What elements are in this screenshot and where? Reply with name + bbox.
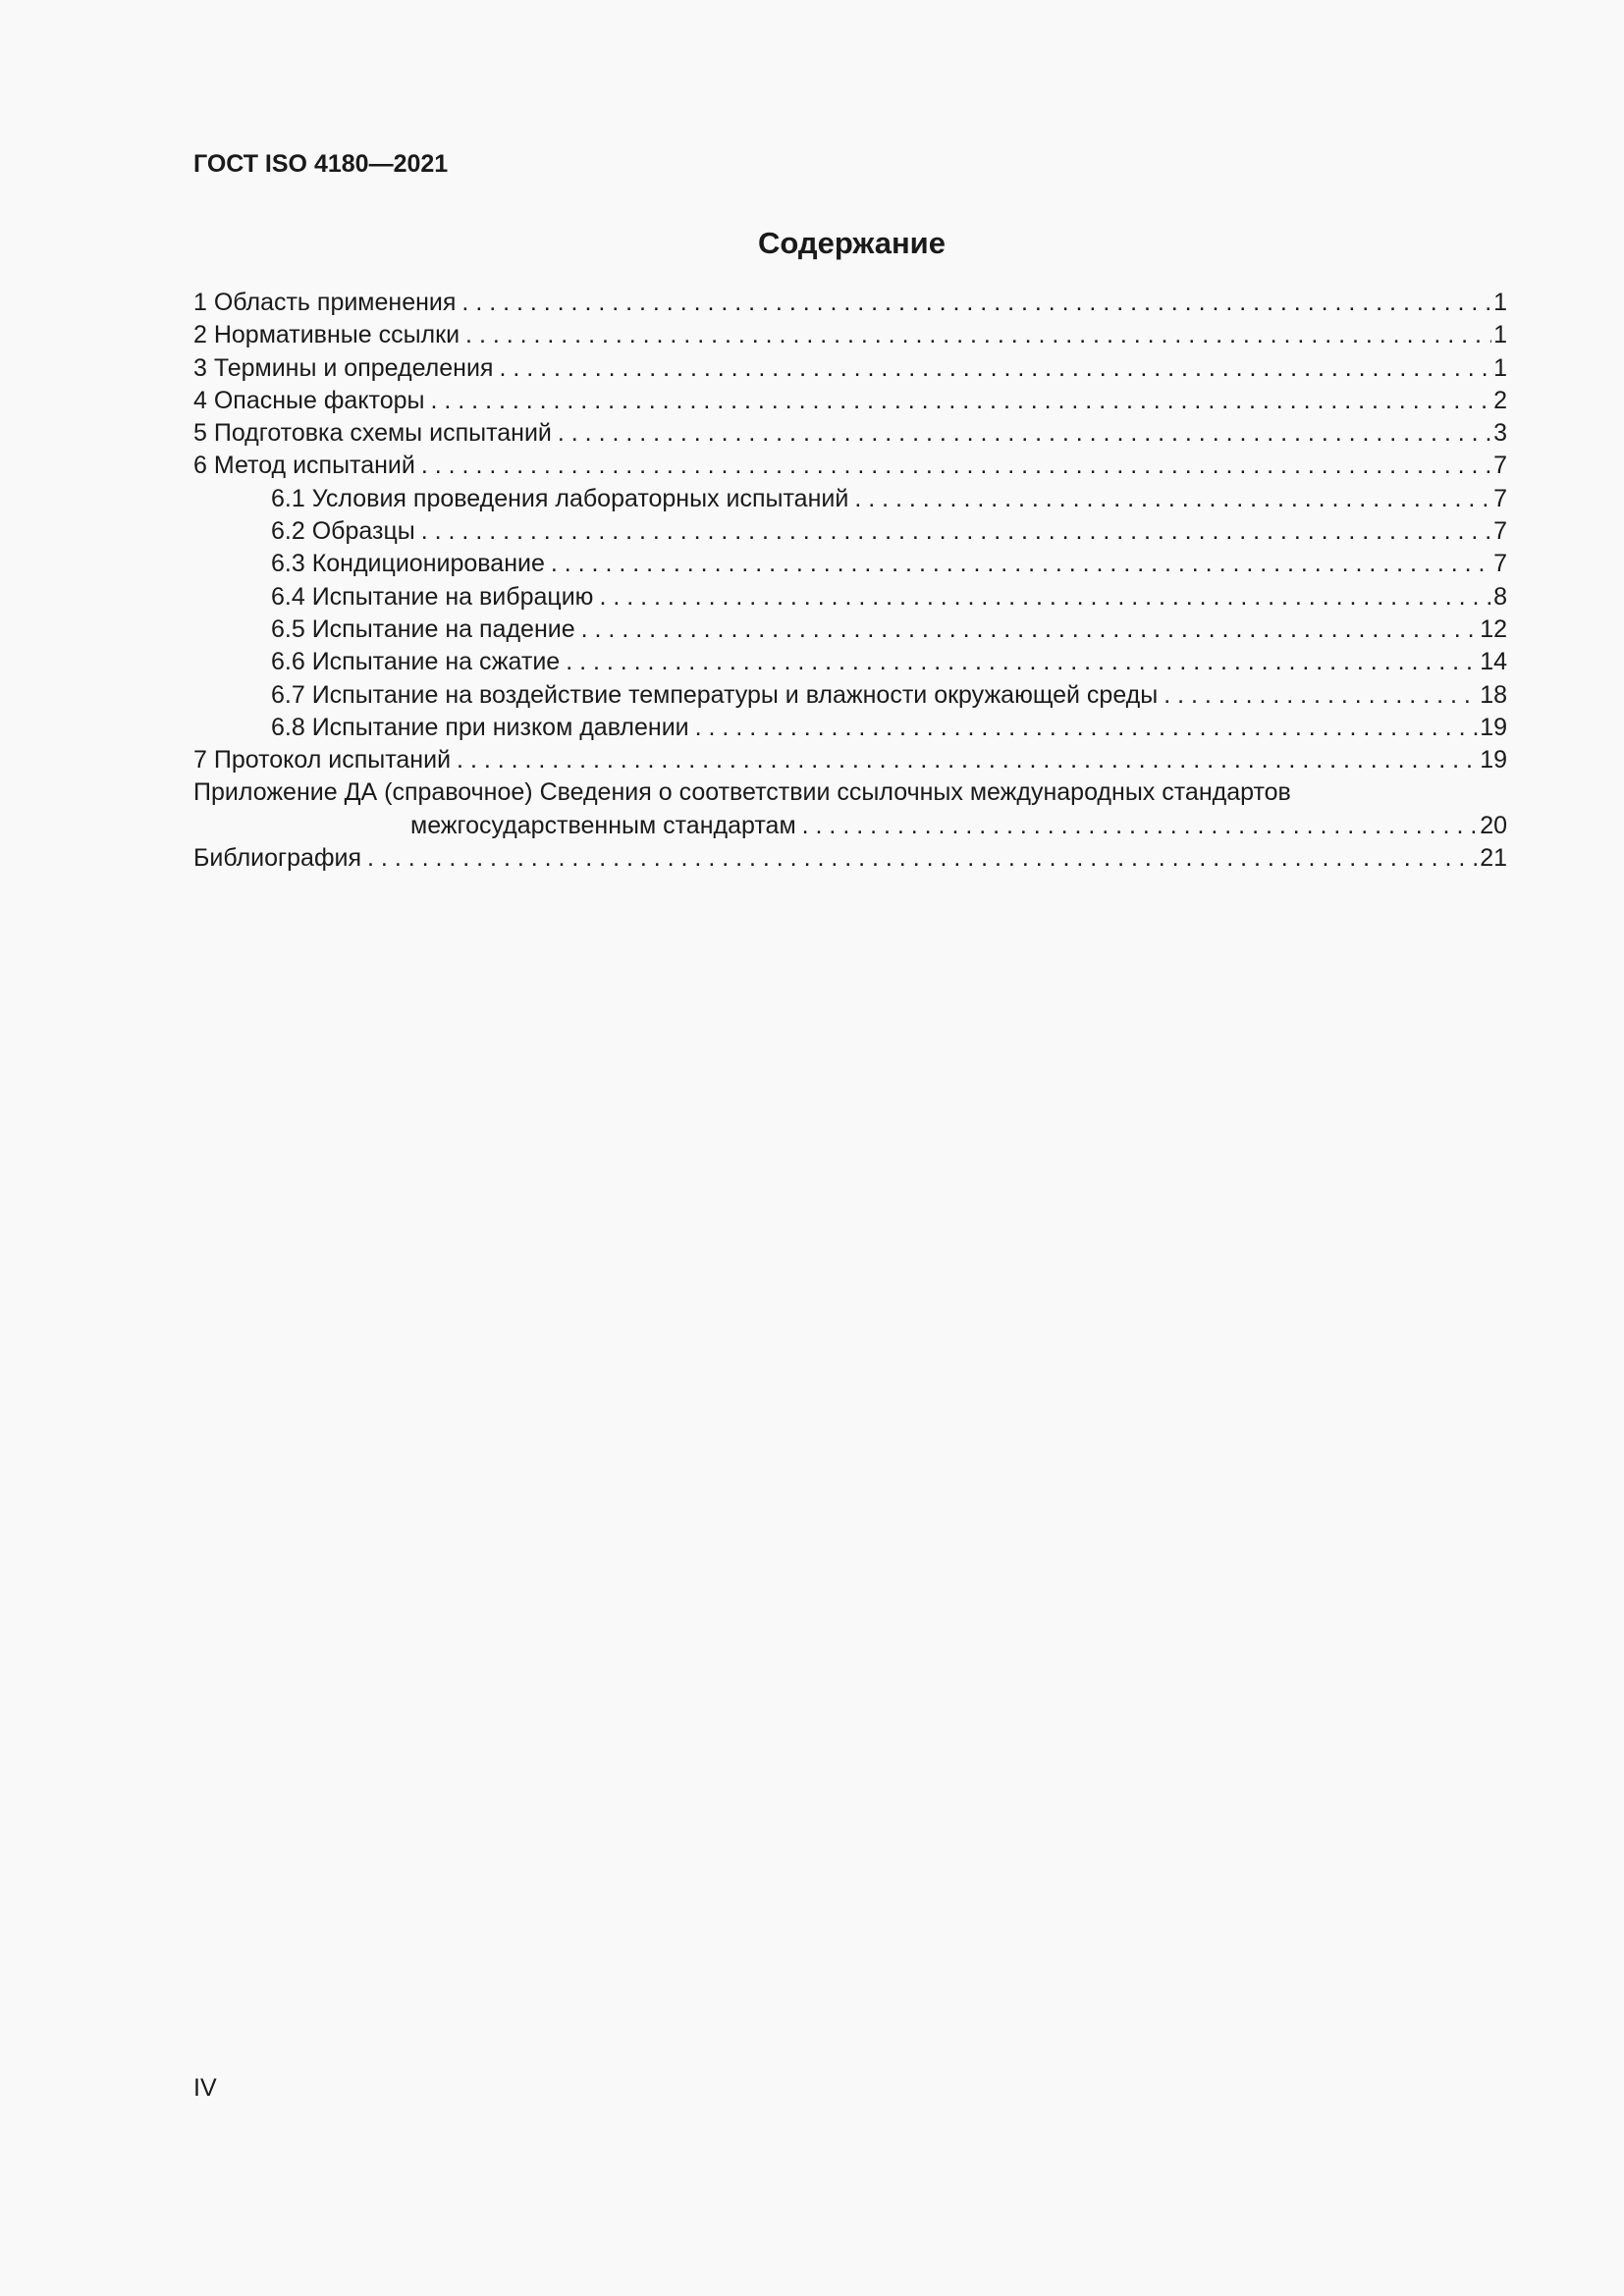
toc-leader-dots	[566, 646, 1478, 678]
toc-entry-page: 7	[1493, 452, 1507, 480]
page-number: IV	[193, 2074, 217, 2102]
toc-entry-page: 7	[1493, 517, 1507, 546]
toc-entry-6-7[interactable]	[193, 679, 1507, 712]
toc-entry-page: 20	[1480, 811, 1507, 839]
toc-entry-4[interactable]	[193, 385, 1507, 417]
table-of-contents	[193, 287, 1507, 875]
toc-entry-6-4[interactable]	[193, 581, 1507, 614]
toc-entry-text: 6.3 Кондиционирование	[271, 550, 545, 578]
toc-leader-dots	[551, 548, 1491, 580]
toc-entry-text: 6.1 Условия проведения лабораторных испытаний	[271, 484, 849, 512]
toc-entry-page: 1	[1493, 353, 1507, 382]
toc-entry-6[interactable]	[193, 450, 1507, 482]
toc-leader-dots	[695, 712, 1479, 744]
toc-entry-page: 14	[1480, 648, 1507, 676]
toc-entry-6-8[interactable]	[193, 712, 1507, 744]
toc-entry-6-2[interactable]	[193, 515, 1507, 548]
toc-entry-6-5[interactable]	[193, 614, 1507, 646]
toc-entry-page: 12	[1480, 614, 1507, 643]
toc-leader-dots	[854, 483, 1491, 515]
toc-entry-text: Библиография	[193, 844, 362, 873]
toc-entry-text: 4 Опасные факторы	[193, 386, 425, 414]
toc-entry-page: 8	[1493, 582, 1507, 611]
toc-entry-text-continuation: межгосударственным стандартам	[410, 811, 796, 839]
toc-entry-page: 3	[1493, 419, 1507, 448]
toc-entry-page: 1	[1493, 321, 1507, 349]
toc-title: Содержание	[758, 226, 946, 260]
toc-entry-page: 7	[1493, 484, 1507, 512]
toc-entry-text: 6.7 Испытание на воздействие температуры и влажности окружающей среды	[271, 680, 1159, 709]
toc-entry-page: 1	[1493, 289, 1507, 316]
toc-entry-6-6[interactable]	[193, 646, 1507, 678]
toc-leader-dots	[599, 581, 1491, 614]
toc-entry-page: 2	[1493, 386, 1507, 414]
toc-leader-dots	[558, 417, 1491, 450]
toc-entry-text: 5 Подготовка схемы испытаний	[193, 419, 552, 448]
toc-entry-5[interactable]	[193, 417, 1507, 450]
toc-entry-text: 6.5 Испытание на падение	[271, 614, 575, 643]
toc-entry-page: 19	[1480, 713, 1507, 741]
toc-entry-6-1[interactable]	[193, 483, 1507, 515]
toc-leader-dots	[802, 810, 1479, 842]
toc-entry-text: 2 Нормативные ссылки	[193, 321, 460, 349]
toc-entry-text: 6.6 Испытание на сжатие	[271, 648, 561, 676]
document-code: ГОСТ ISO 4180—2021	[193, 150, 449, 178]
toc-entry-page: 19	[1480, 746, 1507, 774]
toc-entry-bibliography[interactable]	[193, 842, 1507, 875]
toc-leader-dots	[457, 744, 1478, 776]
toc-leader-dots	[421, 450, 1491, 482]
toc-entry-text: 3 Термины и определения	[193, 353, 494, 382]
toc-entry-text: 6.4 Испытание на вибрацию	[271, 582, 594, 611]
toc-leader-dots	[431, 385, 1492, 417]
toc-leader-dots	[581, 614, 1479, 646]
toc-entry-2[interactable]	[193, 319, 1507, 351]
toc-entry-page: 7	[1493, 550, 1507, 578]
toc-leader-dots	[499, 352, 1491, 385]
toc-entry-page: 18	[1480, 680, 1507, 709]
toc-leader-dots	[1164, 679, 1478, 712]
toc-entry-6-3[interactable]	[193, 548, 1507, 580]
toc-entry-text: Приложение ДА (справочное) Сведения о соответствии ссылочных международных стандартов	[193, 778, 1291, 807]
toc-leader-dots	[461, 287, 1491, 319]
toc-entry-annex-da-continuation[interactable]	[193, 810, 1507, 842]
toc-entry-annex-da[interactable]	[193, 776, 1507, 809]
toc-entry-text: 7 Протокол испытаний	[193, 746, 452, 774]
toc-entry-text: 6.2 Образцы	[271, 517, 415, 546]
toc-entry-3[interactable]	[193, 352, 1507, 385]
toc-leader-dots	[421, 515, 1491, 548]
toc-leader-dots	[367, 842, 1478, 875]
toc-entry-text: 1 Область применения	[193, 289, 457, 316]
toc-entry-page: 21	[1480, 844, 1507, 873]
toc-entry-text: 6.8 Испытание при низком давлении	[271, 713, 689, 741]
toc-leader-dots	[465, 319, 1491, 351]
toc-entry-1[interactable]	[193, 287, 1507, 319]
toc-entry-7[interactable]	[193, 744, 1507, 776]
toc-entry-text: 6 Метод испытаний	[193, 452, 415, 480]
